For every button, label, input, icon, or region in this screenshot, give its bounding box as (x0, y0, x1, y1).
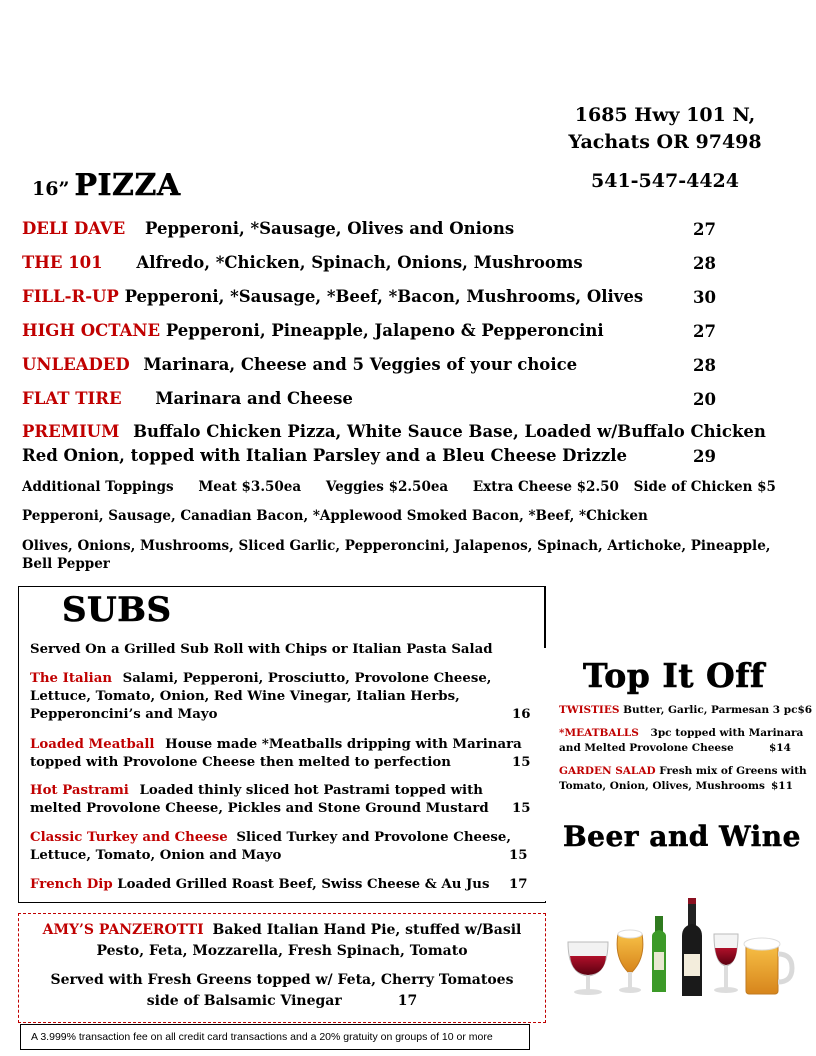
pizza-size: 16” (32, 178, 70, 200)
address-line-1: 1685 Hwy 101 N, (574, 104, 756, 126)
sub-item-line: Loaded Grilled Roast Beef, Swiss Cheese & Au Jus (117, 877, 490, 892)
wine-glass-icon (568, 942, 608, 995)
pizza-item (22, 321, 604, 340)
pizza-item-name: UNLEADED (22, 355, 130, 374)
pizza-item-name: FILL-R-UP (22, 287, 119, 306)
sub-item-line: melted Provolone Cheese, Pickles and Stone Ground Mustard (30, 801, 489, 816)
pizza-item-name: FLAT TIRE (22, 389, 122, 408)
wine-bottle-icon (682, 898, 702, 996)
pizza-item-price: 28 (693, 356, 716, 375)
pizza-item (22, 287, 643, 306)
pizza-item-desc: Marinara and Cheese (155, 389, 353, 408)
side-item-desc: Fresh mix of Greens with (659, 765, 807, 777)
side-chicken-price: Side of Chicken $5 (633, 479, 776, 495)
pizza-item-name: HIGH OCTANE (22, 321, 161, 340)
veggie-price: Veggies $2.50ea (325, 479, 449, 495)
pizza-item-price: 28 (693, 254, 716, 273)
pizza-item-desc: Pepperoni, Pineapple, Jalapeno & Pepperoncini (165, 321, 604, 340)
fee-note: A 3.999% transaction fee on all credit card transactions and a 20% gratuity on groups of 10 or more (20, 1024, 530, 1050)
subs-served-note: Served On a Grilled Sub Roll with Chips or Italian Pasta Salad (30, 642, 493, 657)
pizza-item (22, 219, 514, 238)
green-bottle-icon (652, 916, 666, 992)
subs-title: SUBS (62, 590, 172, 630)
panzerotti-line: side of Balsamic Vinegar (146, 993, 342, 1009)
panzerotti-desc (22, 920, 542, 1012)
side-item-desc: 3pc topped with Marinara (650, 727, 804, 739)
pizza-item-price: 27 (693, 220, 716, 239)
side-item (559, 764, 807, 794)
sub-item-name: French Dip (30, 877, 113, 892)
pizza-item-name: DELI DAVE (22, 219, 126, 238)
meat-price: Meat $3.50ea (198, 479, 302, 495)
sub-item-price: 15 (512, 755, 531, 770)
sub-item-price: 15 (509, 848, 528, 863)
panzerotti-name: AMY’S PANZEROTTI (42, 922, 204, 938)
side-item (559, 726, 804, 756)
side-item (559, 703, 812, 718)
wine-glass-icon (714, 934, 738, 993)
beer-glass-icon (617, 930, 643, 993)
sub-item-line: topped with Provolone Cheese then melted to perfection (30, 755, 451, 770)
extra-cheese-price: Extra Cheese $2.50 (472, 479, 619, 495)
pizza-title: PIZZA (74, 168, 181, 203)
pizza-item (22, 355, 577, 374)
sub-item-name: Hot Pastrami (30, 783, 129, 798)
pizza-item-name: PREMIUM (22, 422, 120, 441)
beer-wine-title: Beer and Wine (563, 820, 801, 853)
drinks-illustration (560, 892, 800, 1002)
pizza-item-desc: Alfredo, *Chicken, Spinach, Onions, Mushrooms (136, 253, 583, 272)
subs-box-divider (544, 586, 545, 648)
side-item-price: $14 (769, 742, 791, 754)
pizza-item-price: 30 (693, 288, 716, 307)
sub-item-price: 17 (509, 877, 528, 892)
meats-list: Pepperoni, Sausage, Canadian Bacon, *Applewood Smoked Bacon, *Beef, *Chicken (22, 508, 648, 524)
sub-item-name: Loaded Meatball (30, 737, 155, 752)
sub-item (30, 782, 530, 818)
pizza-premium-desc-2: Red Onion, topped with Italian Parsley and a Bleu Cheese Drizzle (22, 446, 627, 465)
pizza-heading (32, 168, 181, 203)
sub-item-name: The Italian (30, 671, 113, 686)
pizza-item-price: 20 (693, 390, 716, 409)
pizza-item-price: 27 (693, 322, 716, 341)
pizza-item-desc: Marinara, Cheese and 5 Veggies of your choice (143, 355, 578, 374)
sub-item-price: 16 (512, 707, 531, 722)
sub-item-line: Lettuce, Tomato, Onion, Red Wine Vinegar, Italian Herbs, (30, 689, 460, 704)
panzerotti-line: Baked Italian Hand Pie, stuffed w/Basil (212, 922, 522, 938)
subs-box-gap (184, 586, 545, 644)
additional-toppings (22, 479, 776, 495)
sub-item-line: Lettuce, Tomato, Onion and Mayo (30, 848, 282, 863)
side-item-name: TWISTIES (559, 704, 620, 716)
pizza-item-desc: Buffalo Chicken Pizza, White Sauce Base, Loaded w/Buffalo Chicken (133, 422, 766, 441)
pizza-item-name: THE 101 (22, 253, 103, 272)
panzerotti-line: Served with Fresh Greens topped w/ Feta, Cherry Tomatoes (50, 972, 514, 988)
sub-item (30, 670, 530, 724)
pizza-item (22, 253, 583, 272)
sub-item (30, 829, 530, 865)
beer-mug-icon (744, 938, 792, 994)
sub-item-line: Sliced Turkey and Provolone Cheese, (236, 830, 512, 845)
sub-item-line: Salami, Pepperoni, Prosciutto, Provolone Cheese, (122, 671, 492, 686)
panzerotti-line: Pesto, Feta, Mozzarella, Fresh Spinach, Tomato (96, 943, 468, 959)
side-item-price: $11 (771, 780, 793, 792)
pizza-item-desc: Pepperoni, *Sausage, *Beef, *Bacon, Mushrooms, Olives (124, 287, 644, 306)
pizza-premium (22, 422, 766, 441)
sub-item-name: Classic Turkey and Cheese (30, 830, 228, 845)
veggies-list: Olives, Onions, Mushrooms, Sliced Garlic, Pepperoncini, Jalapenos, Spinach, Artichoke, Pineapple, Bell Pepper (22, 538, 771, 572)
top-it-off-title: Top It Off (583, 656, 765, 695)
sub-item-price: 15 (512, 801, 531, 816)
subs-box-gap (544, 648, 546, 901)
panzerotti-price: 17 (397, 993, 418, 1009)
side-item-desc: Tomato, Onion, Olives, Mushrooms (559, 780, 765, 792)
sub-item-line: Pepperoncini’s and Mayo (30, 707, 218, 722)
sub-item (30, 736, 530, 772)
side-item-desc: and Melted Provolone Cheese (559, 742, 734, 754)
sub-item (30, 876, 489, 894)
phone-number: 541-547-4424 (591, 170, 739, 192)
side-item-name: *MEATBALLS (559, 727, 639, 739)
subs-box-divider (184, 586, 545, 587)
side-item-name: GARDEN SALAD (559, 765, 656, 777)
pizza-item-desc: Pepperoni, *Sausage, Olives and Onions (145, 219, 515, 238)
address-line-2: Yachats OR 97498 (568, 131, 762, 153)
additional-label: Additional Toppings (22, 479, 174, 495)
sub-item-line: House made *Meatballs dripping with Marinara (165, 737, 522, 752)
side-item-desc: Butter, Garlic, Parmesan 3 pc$6 (623, 704, 813, 716)
sub-item-line: Loaded thinly sliced hot Pastrami topped with (139, 783, 483, 798)
pizza-item-price: 29 (693, 447, 716, 466)
pizza-item (22, 389, 353, 408)
